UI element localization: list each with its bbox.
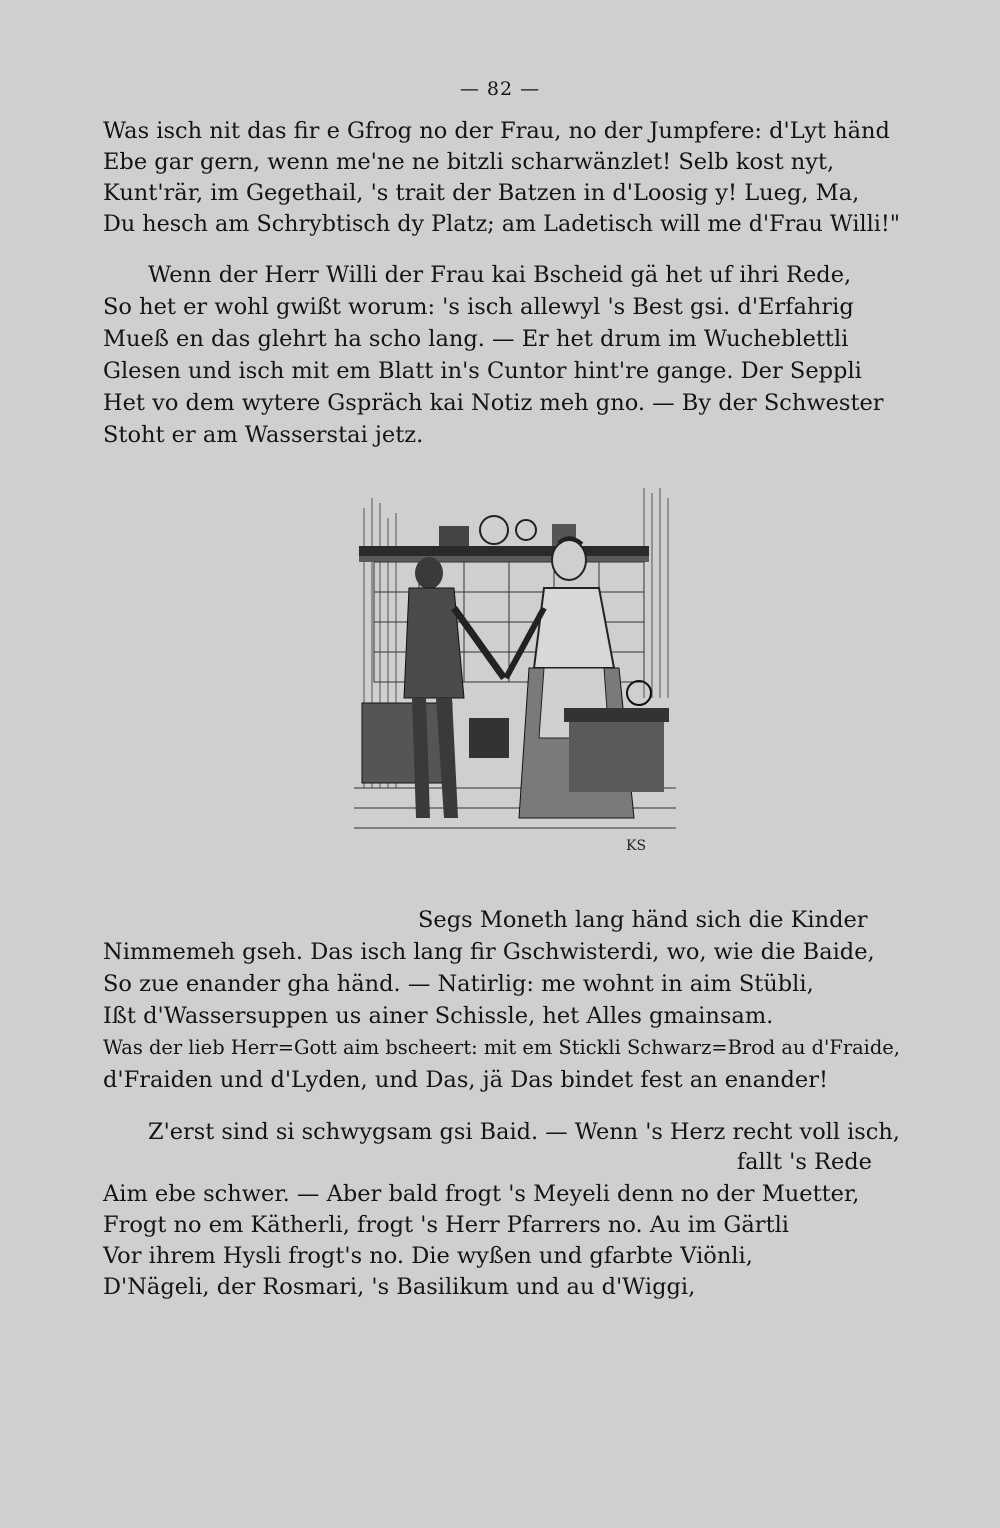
text-line: Kunt'rär, im Gegethail, 's trait der Batzen in d'Loosig y! Lueg, Ma, <box>103 180 860 206</box>
text-line: Was isch nit das fir e Gfrog no der Frau, no der Jumpfere: d'Lyt händ <box>103 118 890 144</box>
text-line: Mueß en das glehrt ha scho lang. — Er het drum im Wucheblettli <box>103 326 849 352</box>
text-line: d'Fraiden und d'Lyden, und Das, jä Das bindet fest an enander! <box>103 1067 829 1093</box>
text-line: Ißt d'Wassersuppen us ainer Schissle, het Alles gmainsam. <box>103 1003 774 1029</box>
kitchen-illustration <box>354 488 676 860</box>
text-line: Stoht er am Wasserstai jetz. <box>103 422 424 448</box>
text-line: So het er wohl gwißt worum: 's isch allewyl 's Best gsi. d'Erfahrig <box>103 294 854 320</box>
text-line: Vor ihrem Hysli frogt's no. Die wyßen und gfarbte Viönli, <box>103 1243 753 1269</box>
text-line: fallt 's Rede <box>736 1149 872 1175</box>
text-line: Ebe gar gern, wenn me'ne ne bitzli scharwänzlet! Selb kost nyt, <box>103 149 835 175</box>
text-line: Het vo dem wytere Gspräch kai Notiz meh gno. — By der Schwester <box>103 390 884 416</box>
text-line: Segs Moneth lang händ sich die Kinder <box>418 907 868 933</box>
text-line: Nimmemeh gseh. Das isch lang fir Gschwisterdi, wo, wie die Baide, <box>103 939 875 965</box>
text-line: So zue enander gha händ. — Natirlig: me wohnt in aim Stübli, <box>103 971 814 997</box>
text-line: D'Nägeli, der Rosmari, 's Basilikum und au d'Wiggi, <box>103 1274 696 1300</box>
text-line: Z'erst sind si schwygsam gsi Baid. — Wenn 's Herz recht voll isch, <box>148 1119 900 1145</box>
engraving-image <box>354 488 676 860</box>
page-number: — 82 — <box>459 78 541 100</box>
illustration-monogram: KS <box>626 838 647 854</box>
text-line: Aim ebe schwer. — Aber bald frogt 's Meyeli denn no der Muetter, <box>103 1181 860 1207</box>
text-line: Frogt no em Kätherli, frogt 's Herr Pfarrers no. Au im Gärtli <box>103 1212 789 1238</box>
text-line: Was der lieb Herr=Gott aim bscheert: mit em Stickli Schwarz=Brod au d'Fraide, <box>103 1036 900 1059</box>
text-line: Du hesch am Schrybtisch dy Platz; am Ladetisch will me d'Frau Willi!" <box>103 211 901 237</box>
text-line: Glesen und isch mit em Blatt in's Cuntor hint're gange. Der Seppli <box>103 358 862 384</box>
text-line: Wenn der Herr Willi der Frau kai Bscheid gä het uf ihri Rede, <box>148 262 852 288</box>
